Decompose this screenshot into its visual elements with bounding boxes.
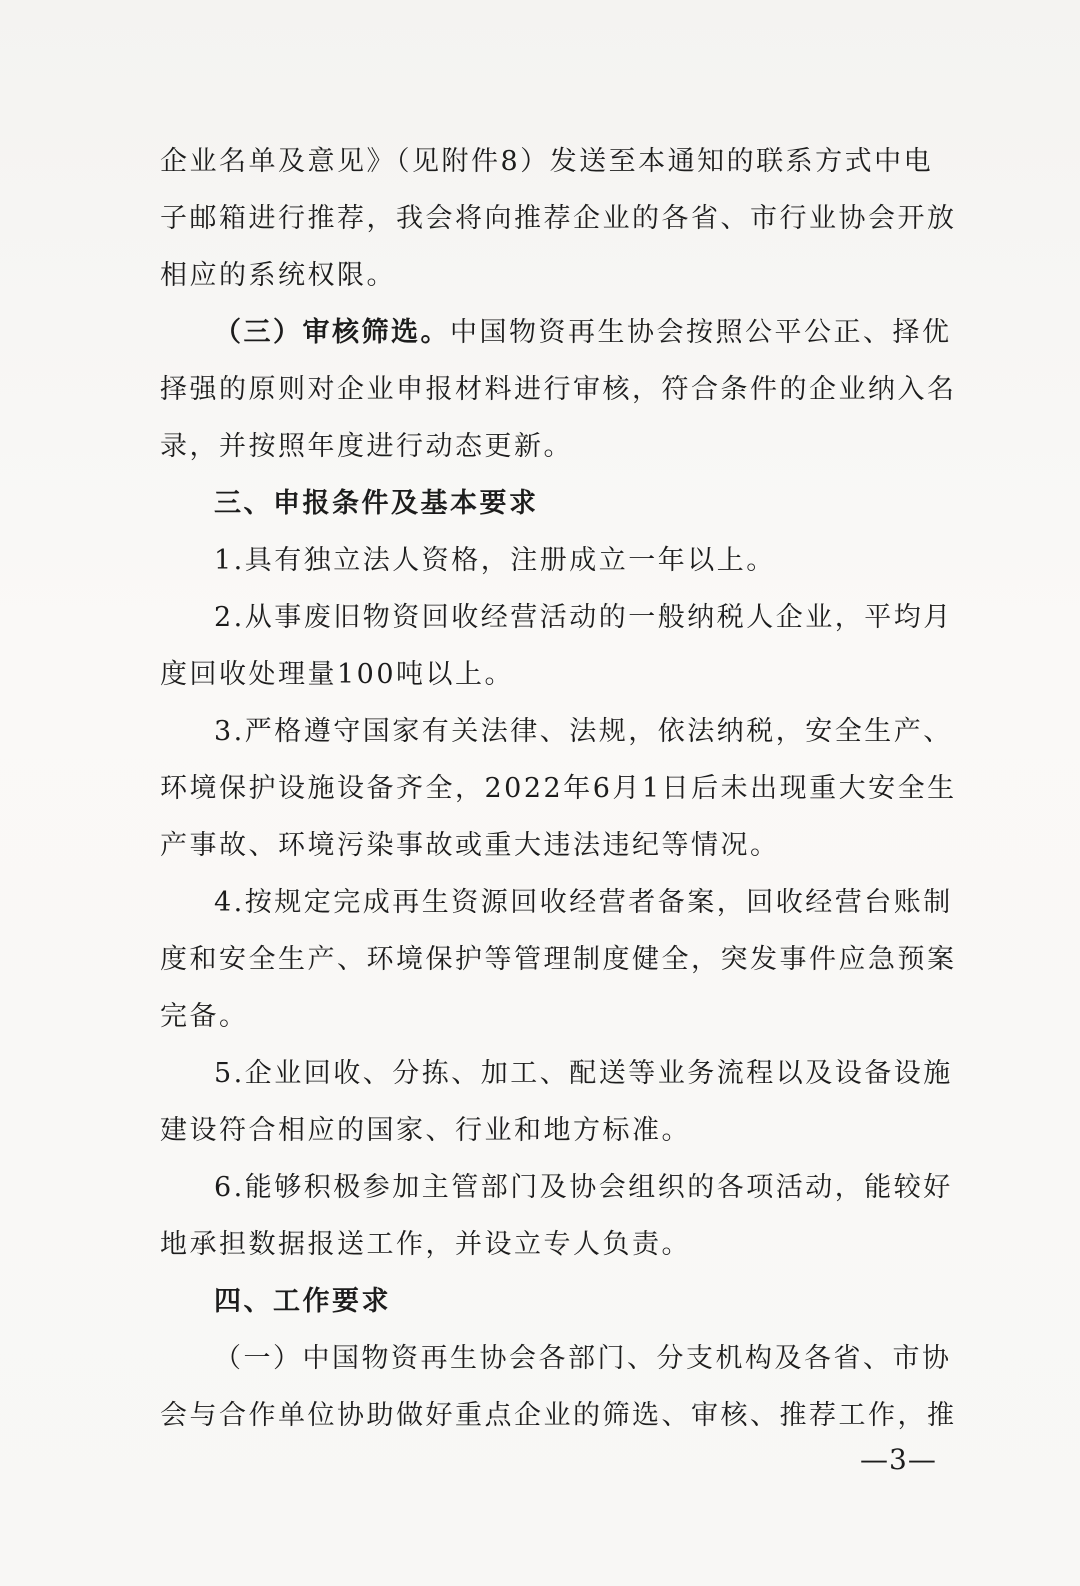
section-heading: 三、申报条件及基本要求: [214, 488, 539, 519]
page-number: —3—: [860, 1443, 937, 1476]
paragraph-line: 产事故、环境污染事故或重大违法违纪等情况。: [160, 830, 780, 861]
paragraph-line: 相应的系统权限。: [160, 260, 396, 291]
paragraph-line: 企业名单及意见》（见附件8）发送至本通知的联系方式中电: [160, 146, 934, 177]
paragraph-line: 环境保护设施设备齐全，2022年6月1日后未出现重大安全生: [160, 773, 957, 804]
paragraph-text: 中国物资再生协会按照公平公正、择优: [450, 317, 952, 348]
paragraph-line: 度回收处理量100吨以上。: [160, 659, 515, 690]
subsection-heading: （三）审核筛选。: [214, 317, 450, 348]
paragraph-line: 4.按规定完成再生资源回收经营者备案，回收经营台账制: [214, 887, 953, 918]
paragraph-line: （一）中国物资再生协会各部门、分支机构及各省、市协: [214, 1343, 952, 1374]
paragraph-line: 地承担数据报送工作，并设立专人负责。: [160, 1229, 691, 1260]
paragraph-line: 5.企业回收、分拣、加工、配送等业务流程以及设备设施: [214, 1058, 953, 1089]
paragraph-line: 度和安全生产、环境保护等管理制度健全，突发事件应急预案: [160, 944, 957, 975]
paragraph-line: [214, 313, 952, 353]
paragraph-line: 6.能够积极参加主管部门及协会组织的各项活动，能较好: [214, 1172, 953, 1203]
paragraph-line: 完备。: [160, 1001, 249, 1032]
paragraph-line: 2.从事废旧物资回收经营活动的一般纳税人企业，平均月: [214, 602, 953, 633]
paragraph-line: 3.严格遵守国家有关法律、法规，依法纳税，安全生产、: [214, 716, 953, 747]
paragraph-line: 录，并按照年度进行动态更新。: [160, 431, 573, 462]
paragraph-line: 择强的原则对企业申报材料进行审核，符合条件的企业纳入名: [160, 374, 957, 405]
paragraph-line: 会与合作单位协助做好重点企业的筛选、审核、推荐工作，推: [160, 1400, 957, 1431]
paragraph-line: 子邮箱进行推荐，我会将向推荐企业的各省、市行业协会开放: [160, 203, 957, 234]
paragraph-line: 建设符合相应的国家、行业和地方标准。: [160, 1115, 691, 1146]
paragraph-line: 1.具有独立法人资格，注册成立一年以上。: [214, 545, 776, 576]
section-heading: 四、工作要求: [214, 1286, 391, 1317]
